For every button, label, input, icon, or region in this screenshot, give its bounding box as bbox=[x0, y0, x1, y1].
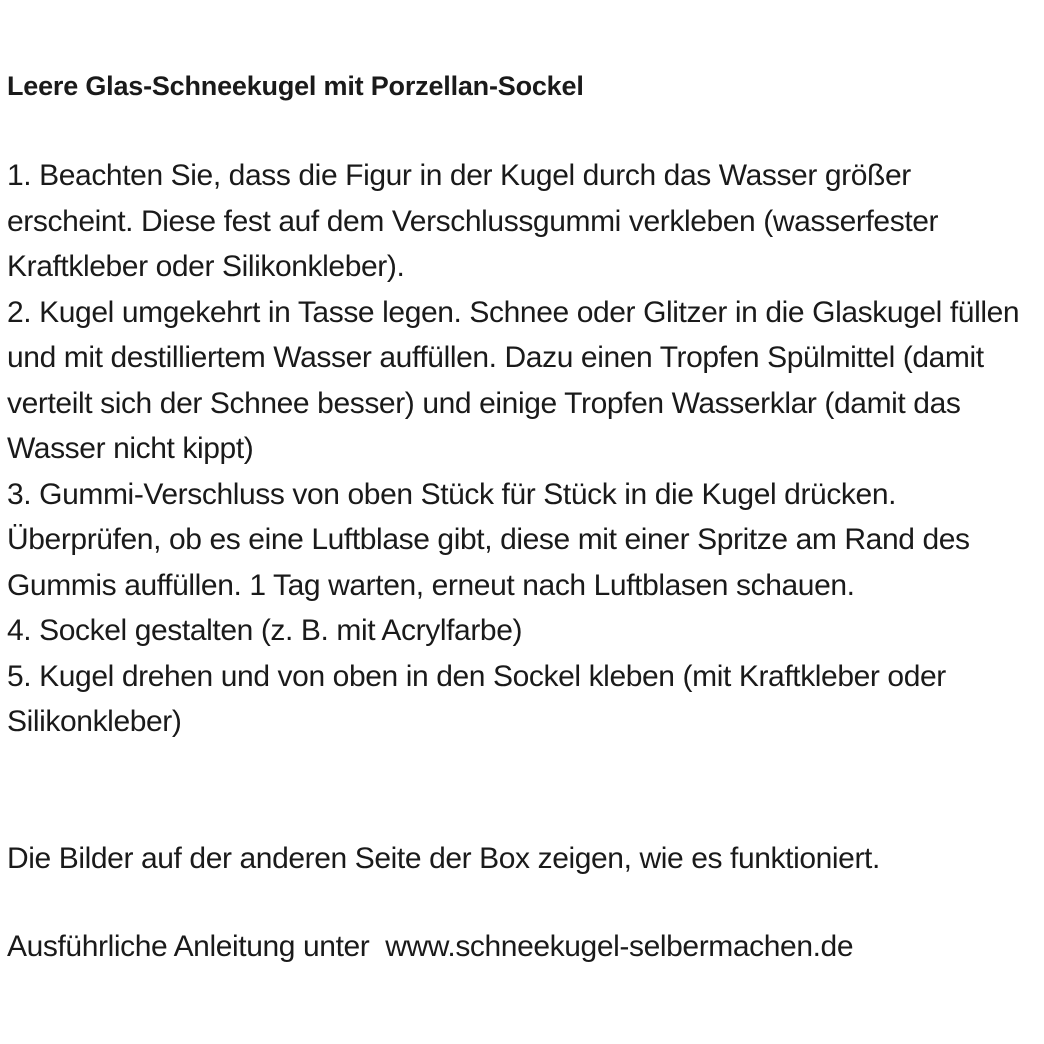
instruction-steps bbox=[7, 153, 1041, 745]
info-text: Die Bilder auf der anderen Seite der Box zeigen, wie es funktioniert. bbox=[7, 842, 880, 875]
document-title: Leere Glas-Schneekugel mit Porzellan-Sockel bbox=[7, 71, 584, 101]
step-5: 5. Kugel drehen und von oben in den Sockel kleben (mit Kraftkleber oder Silikonkleber) bbox=[7, 659, 946, 738]
link-prefix: Ausführliche Anleitung unter bbox=[7, 930, 386, 963]
step-3: 3. Gummi-Verschluss von oben Stück für Stück in die Kugel drücken. Überprüfen, ob es eine Luftblase gibt, diese mit einer Spritze am Rand des Gummis auffüllen. 1 Tag warten, erneut nach Luftblasen schauen. bbox=[7, 477, 970, 602]
instructions-link-line bbox=[7, 924, 853, 970]
website-link[interactable]: www.schneekugel-selbermachen.de bbox=[385, 930, 854, 963]
step-1: 1. Beachten Sie, dass die Figur in der Kugel durch das Wasser größer erscheint. Diese fest auf dem Verschlussgummi verkleben (wasserfester Kraftkleber oder Silikonkleber). bbox=[7, 159, 939, 283]
step-4: 4. Sockel gestalten (z. B. mit Acrylfarbe) bbox=[7, 614, 523, 647]
step-2: 2. Kugel umgekehrt in Tasse legen. Schnee oder Glitzer in die Glaskugel füllen und mit destilliertem Wasser auffüllen. Dazu einen Tropfen Spülmittel (damit verteilt sich der Schnee besser) und einige Tropfen Wasserklar (damit das Wasser nicht kippt) bbox=[7, 295, 1020, 465]
